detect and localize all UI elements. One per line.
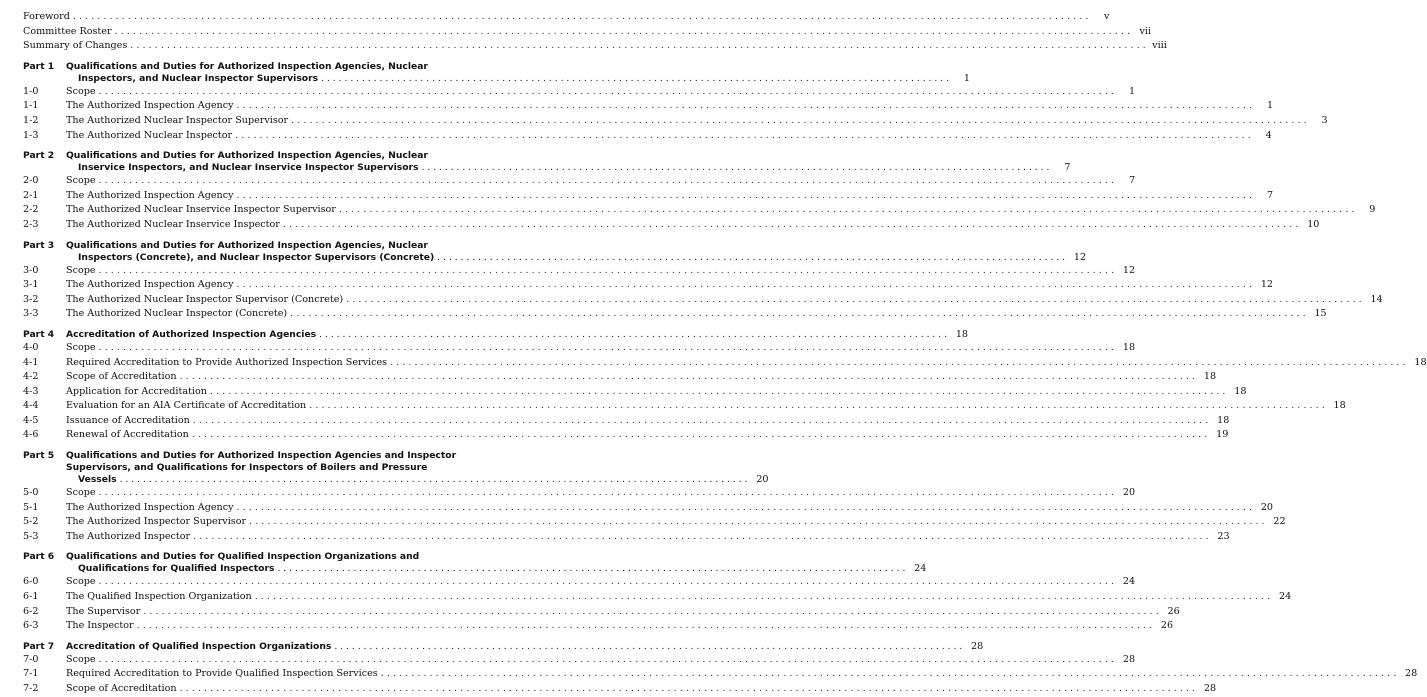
page-number: 14 bbox=[1370, 293, 1383, 305]
toc-entry[interactable] bbox=[23, 414, 1230, 429]
page-number: 18 bbox=[1234, 385, 1247, 397]
page-number: 15 bbox=[1314, 308, 1327, 320]
page-number: 24 bbox=[1279, 591, 1292, 603]
toc-entry[interactable] bbox=[23, 619, 1174, 634]
page-number: 9 bbox=[1369, 204, 1376, 216]
page-number: 12 bbox=[1260, 279, 1274, 291]
part-title bbox=[66, 450, 769, 486]
page-number: 7 bbox=[1128, 175, 1136, 187]
section-number: 6-3 bbox=[23, 620, 39, 632]
entry-title: Scope bbox=[66, 576, 96, 588]
leader-dots bbox=[339, 203, 1355, 218]
leader-dots bbox=[99, 264, 1115, 279]
part-title-last-line bbox=[66, 474, 769, 486]
part-title-last-line bbox=[66, 641, 983, 653]
section-number: 4-6 bbox=[23, 429, 39, 441]
page-number: 28 bbox=[1203, 683, 1217, 694]
entry-title: Renewal of Accreditation bbox=[66, 429, 189, 441]
page-number: 19 bbox=[1216, 429, 1229, 441]
page-number: 23 bbox=[1217, 530, 1230, 542]
page-number: 26 bbox=[1167, 605, 1180, 617]
section-number: 5-2 bbox=[23, 516, 39, 528]
section-number: 4-2 bbox=[23, 371, 39, 383]
section-number: 1-2 bbox=[23, 114, 39, 126]
front-matter-list bbox=[23, 10, 1167, 54]
leader-dots bbox=[346, 293, 1362, 308]
entry-title: Required Accreditation to Provide Qualified Inspection Services bbox=[66, 668, 378, 680]
leader-dots bbox=[290, 307, 1306, 322]
toc-entry[interactable] bbox=[23, 667, 1418, 682]
toc-entry[interactable] bbox=[23, 39, 1167, 54]
entry-title: Scope bbox=[66, 85, 96, 97]
part-title-line: Qualifications and Duties for Authorized Inspection Agencies, Nuclear bbox=[66, 60, 428, 72]
part-label: Part 3 bbox=[23, 239, 55, 251]
page-number: 4 bbox=[1265, 129, 1272, 141]
entry-title: The Authorized Nuclear Inspector bbox=[66, 129, 233, 141]
page-number: viii bbox=[1152, 40, 1167, 52]
toc-entry[interactable] bbox=[23, 174, 1136, 189]
toc-entry[interactable] bbox=[23, 25, 1152, 40]
section-number: 1-0 bbox=[23, 85, 39, 97]
page-number: 12 bbox=[1073, 251, 1087, 263]
leader-dots bbox=[319, 329, 947, 341]
toc-entry[interactable] bbox=[23, 10, 1110, 25]
entry-title: Evaluation for an AIA Certificate of Accreditation bbox=[66, 400, 307, 412]
part-title-line: Qualifications for Qualified Inspectors bbox=[78, 563, 275, 575]
leader-dots bbox=[237, 278, 1253, 293]
page-number: 20 bbox=[1122, 487, 1136, 499]
toc-entry[interactable] bbox=[23, 129, 1272, 144]
parts-list bbox=[23, 60, 1427, 697]
part-title-line: Qualifications and Duties for Qualified Inspection Organizations and bbox=[66, 551, 420, 563]
part-title-line: Vessels bbox=[78, 474, 117, 486]
part-title bbox=[66, 61, 970, 85]
entry-title: Scope bbox=[66, 487, 96, 499]
page-number: vii bbox=[1139, 25, 1152, 37]
leader-dots bbox=[99, 174, 1115, 189]
toc-entry[interactable] bbox=[23, 278, 1274, 293]
leader-dots bbox=[237, 99, 1253, 114]
leader-dots bbox=[237, 501, 1253, 516]
leader-dots bbox=[309, 399, 1325, 414]
part-title-line: Qualifications and Duties for Authorized Inspection Agencies and Inspector bbox=[66, 450, 457, 462]
entry-title: The Authorized Inspector bbox=[66, 530, 191, 542]
part-title-line: Inspectors, and Nuclear Inspector Supervisors bbox=[78, 72, 319, 84]
toc-entry[interactable] bbox=[23, 575, 1136, 590]
part-title bbox=[66, 150, 1070, 174]
entry-title: The Authorized Inspector Supervisor bbox=[66, 516, 247, 528]
entry-title: The Authorized Inspection Agency bbox=[66, 279, 234, 291]
part-section bbox=[23, 450, 1286, 544]
toc-entry[interactable] bbox=[23, 590, 1292, 605]
section-number: 5-0 bbox=[23, 487, 39, 499]
entry-title: The Authorized Inspection Agency bbox=[66, 100, 234, 112]
toc-entry[interactable] bbox=[23, 189, 1274, 204]
page-number: v bbox=[1103, 11, 1110, 22]
leader-dots bbox=[137, 619, 1153, 634]
leader-dots bbox=[381, 667, 1397, 682]
section-number: 1-3 bbox=[23, 129, 39, 141]
entry-title: Scope bbox=[66, 264, 96, 276]
toc-entry[interactable] bbox=[23, 356, 1427, 371]
entry-title: The Authorized Nuclear Inspector (Concrete) bbox=[66, 308, 288, 320]
entry-title: Scope bbox=[66, 175, 96, 187]
entry-title: Committee Roster bbox=[23, 25, 112, 37]
toc-entry[interactable] bbox=[23, 605, 1180, 620]
part-title-line: Accreditation of Authorized Inspection Agencies bbox=[66, 328, 317, 340]
section-number: 4-4 bbox=[23, 400, 39, 412]
leader-dots bbox=[193, 414, 1209, 429]
toc-entry[interactable] bbox=[23, 114, 1328, 129]
toc-entry[interactable] bbox=[23, 501, 1274, 516]
part-label: Part 5 bbox=[23, 450, 55, 462]
page-number: 24 bbox=[1122, 576, 1136, 588]
entry-title: The Supervisor bbox=[66, 605, 141, 617]
part-title bbox=[66, 641, 983, 653]
leader-dots bbox=[73, 10, 1089, 25]
section-number: 7-0 bbox=[23, 653, 39, 665]
leader-dots bbox=[115, 25, 1131, 40]
leader-dots bbox=[291, 114, 1307, 129]
page-number: 26 bbox=[1160, 620, 1174, 632]
part-section bbox=[23, 60, 1328, 143]
leader-dots bbox=[143, 605, 1159, 620]
entry-title: The Authorized Inspection Agency bbox=[66, 189, 234, 201]
page-number: 1 bbox=[1266, 100, 1274, 112]
leader-dots bbox=[180, 682, 1196, 697]
section-number: 2-0 bbox=[23, 175, 39, 187]
leader-dots bbox=[99, 575, 1115, 590]
leader-dots bbox=[99, 341, 1115, 356]
entry-title: Foreword bbox=[23, 11, 70, 22]
section-number: 4-5 bbox=[23, 414, 39, 426]
page-number: 18 bbox=[1333, 400, 1346, 412]
page-number: 1 bbox=[963, 72, 971, 84]
toc-entry[interactable] bbox=[23, 307, 1327, 322]
toc-entry[interactable] bbox=[23, 341, 1136, 356]
part-section bbox=[23, 640, 1418, 697]
page-number: 18 bbox=[1414, 356, 1427, 368]
entry-title: The Authorized Nuclear Inspector Supervisor bbox=[66, 114, 289, 126]
entry-title: The Authorized Nuclear Inservice Inspector Supervisor bbox=[66, 204, 336, 216]
part-heading[interactable] bbox=[23, 450, 769, 486]
leader-dots bbox=[193, 530, 1209, 545]
section-number: 6-1 bbox=[23, 591, 39, 603]
part-heading[interactable] bbox=[23, 328, 969, 341]
page-number: 20 bbox=[1260, 501, 1274, 513]
section-number: 6-0 bbox=[23, 576, 39, 588]
section-number: 2-1 bbox=[23, 189, 39, 201]
part-title-line: Inspectors (Concrete), and Nuclear Inspector Supervisors (Concrete) bbox=[78, 251, 435, 263]
leader-dots bbox=[437, 252, 1065, 264]
part-title-last-line bbox=[66, 329, 968, 341]
part-heading[interactable] bbox=[23, 551, 927, 575]
page-number: 18 bbox=[1203, 371, 1217, 383]
entry-title: Scope bbox=[66, 341, 96, 353]
part-section bbox=[23, 551, 1292, 633]
part-label: Part 7 bbox=[23, 640, 55, 652]
section-number: 3-0 bbox=[23, 264, 39, 276]
toc-entry[interactable] bbox=[23, 370, 1217, 385]
entry-title: Scope of Accreditation bbox=[66, 683, 177, 694]
entry-title: Scope of Accreditation bbox=[66, 371, 177, 383]
section-number: 5-1 bbox=[23, 501, 39, 513]
part-label: Part 1 bbox=[23, 60, 55, 72]
toc-entry[interactable] bbox=[23, 203, 1376, 218]
leader-dots bbox=[237, 189, 1253, 204]
part-heading[interactable] bbox=[23, 60, 971, 85]
leader-dots bbox=[99, 486, 1115, 501]
toc-entry[interactable] bbox=[23, 486, 1136, 501]
table-of-contents bbox=[23, 10, 1427, 697]
leader-dots bbox=[249, 515, 1265, 530]
section-number: 4-0 bbox=[23, 341, 39, 353]
leader-dots bbox=[180, 370, 1196, 385]
page-number: 10 bbox=[1307, 218, 1320, 230]
part-title-last-line bbox=[66, 563, 926, 575]
page-number: 28 bbox=[1122, 653, 1136, 665]
page-number: 18 bbox=[1122, 341, 1136, 353]
part-title-line: Qualifications and Duties for Authorized Inspection Agencies, Nuclear bbox=[66, 239, 428, 251]
part-section bbox=[23, 150, 1376, 232]
toc-entry[interactable] bbox=[23, 530, 1230, 545]
leader-dots bbox=[255, 590, 1271, 605]
part-section bbox=[23, 239, 1383, 322]
entry-title: Application for Accreditation bbox=[66, 385, 207, 397]
entry-title: The Authorized Nuclear Inspector Supervisor (Concrete) bbox=[66, 293, 344, 305]
page-number: 18 bbox=[1217, 414, 1230, 426]
leader-dots bbox=[334, 641, 962, 653]
page-number: 7 bbox=[1266, 189, 1274, 201]
part-title-last-line bbox=[66, 162, 1070, 174]
toc-entry[interactable] bbox=[23, 218, 1320, 233]
page-number: 24 bbox=[914, 563, 927, 575]
section-number: 5-3 bbox=[23, 530, 39, 542]
toc-entry[interactable] bbox=[23, 428, 1229, 443]
section-number: 4-1 bbox=[23, 356, 39, 368]
part-title-line: Supervisors, and Qualifications for Inspectors of Boilers and Pressure bbox=[66, 462, 428, 474]
part-title-line: Qualifications and Duties for Authorized Inspection Agencies, Nuclear bbox=[66, 150, 428, 162]
page-number: 20 bbox=[756, 474, 769, 486]
entry-title: The Authorized Inspection Agency bbox=[66, 501, 234, 513]
leader-dots bbox=[422, 162, 1050, 174]
section-number: 3-1 bbox=[23, 279, 39, 291]
entry-title: Scope bbox=[66, 653, 96, 665]
page-number: 22 bbox=[1273, 516, 1286, 528]
section-number: 2-3 bbox=[23, 218, 39, 230]
part-label: Part 2 bbox=[23, 150, 55, 162]
part-title bbox=[66, 551, 926, 575]
leader-dots bbox=[99, 85, 1115, 100]
toc-entry[interactable] bbox=[23, 85, 1136, 100]
page-number: 28 bbox=[1405, 668, 1418, 680]
part-title-last-line bbox=[66, 252, 1086, 264]
page-number: 3 bbox=[1321, 114, 1328, 126]
leader-dots bbox=[321, 73, 949, 85]
leader-dots bbox=[192, 428, 1208, 443]
part-section bbox=[23, 328, 1427, 443]
entry-title: The Qualified Inspection Organization bbox=[66, 591, 252, 603]
leader-dots bbox=[390, 356, 1406, 371]
part-title bbox=[66, 329, 968, 341]
leader-dots bbox=[210, 385, 1226, 400]
section-number: 4-3 bbox=[23, 385, 39, 397]
leader-dots bbox=[235, 129, 1251, 144]
toc-entry[interactable] bbox=[23, 399, 1346, 414]
page-number: 7 bbox=[1064, 162, 1071, 174]
entry-title: The Authorized Nuclear Inservice Inspector bbox=[66, 218, 280, 230]
toc-entry[interactable] bbox=[23, 264, 1136, 279]
page-number: 1 bbox=[1128, 85, 1136, 97]
part-label: Part 6 bbox=[23, 551, 55, 563]
section-number: 6-2 bbox=[23, 605, 39, 617]
part-heading[interactable] bbox=[23, 150, 1071, 174]
leader-dots bbox=[283, 218, 1299, 233]
entry-title: Summary of Changes bbox=[23, 40, 128, 52]
toc-entry[interactable] bbox=[23, 653, 1136, 668]
part-title-line: Accreditation of Qualified Inspection Organizations bbox=[66, 640, 332, 652]
toc-entry[interactable] bbox=[23, 515, 1286, 530]
part-title-last-line bbox=[66, 73, 970, 85]
leader-dots bbox=[120, 474, 748, 486]
section-number: 3-3 bbox=[23, 308, 39, 320]
toc-entry[interactable] bbox=[23, 293, 1383, 308]
leader-dots bbox=[99, 653, 1115, 668]
part-title bbox=[66, 240, 1086, 264]
section-number: 7-1 bbox=[23, 668, 39, 680]
entry-title: Required Accreditation to Provide Authorized Inspection Services bbox=[66, 356, 388, 368]
page-number: 18 bbox=[955, 328, 969, 340]
section-number: 7-2 bbox=[23, 683, 39, 694]
page-number: 12 bbox=[1122, 264, 1136, 276]
section-number: 3-2 bbox=[23, 293, 39, 305]
part-heading[interactable] bbox=[23, 640, 984, 653]
toc-entry[interactable] bbox=[23, 99, 1274, 114]
toc-entry[interactable] bbox=[23, 385, 1247, 400]
leader-dots bbox=[277, 563, 905, 575]
leader-dots bbox=[130, 39, 1146, 54]
part-title-line: Inservice Inspectors, and Nuclear Inservice Inspector Supervisors bbox=[78, 162, 419, 174]
entry-title: The Inspector bbox=[66, 620, 134, 632]
part-heading[interactable] bbox=[23, 239, 1087, 264]
part-label: Part 4 bbox=[23, 328, 55, 340]
entry-title: Issuance of Accreditation bbox=[66, 414, 190, 426]
section-number: 1-1 bbox=[23, 100, 39, 112]
page-number: 28 bbox=[971, 640, 984, 652]
section-number: 2-2 bbox=[23, 204, 39, 216]
toc-entry[interactable] bbox=[23, 682, 1217, 697]
